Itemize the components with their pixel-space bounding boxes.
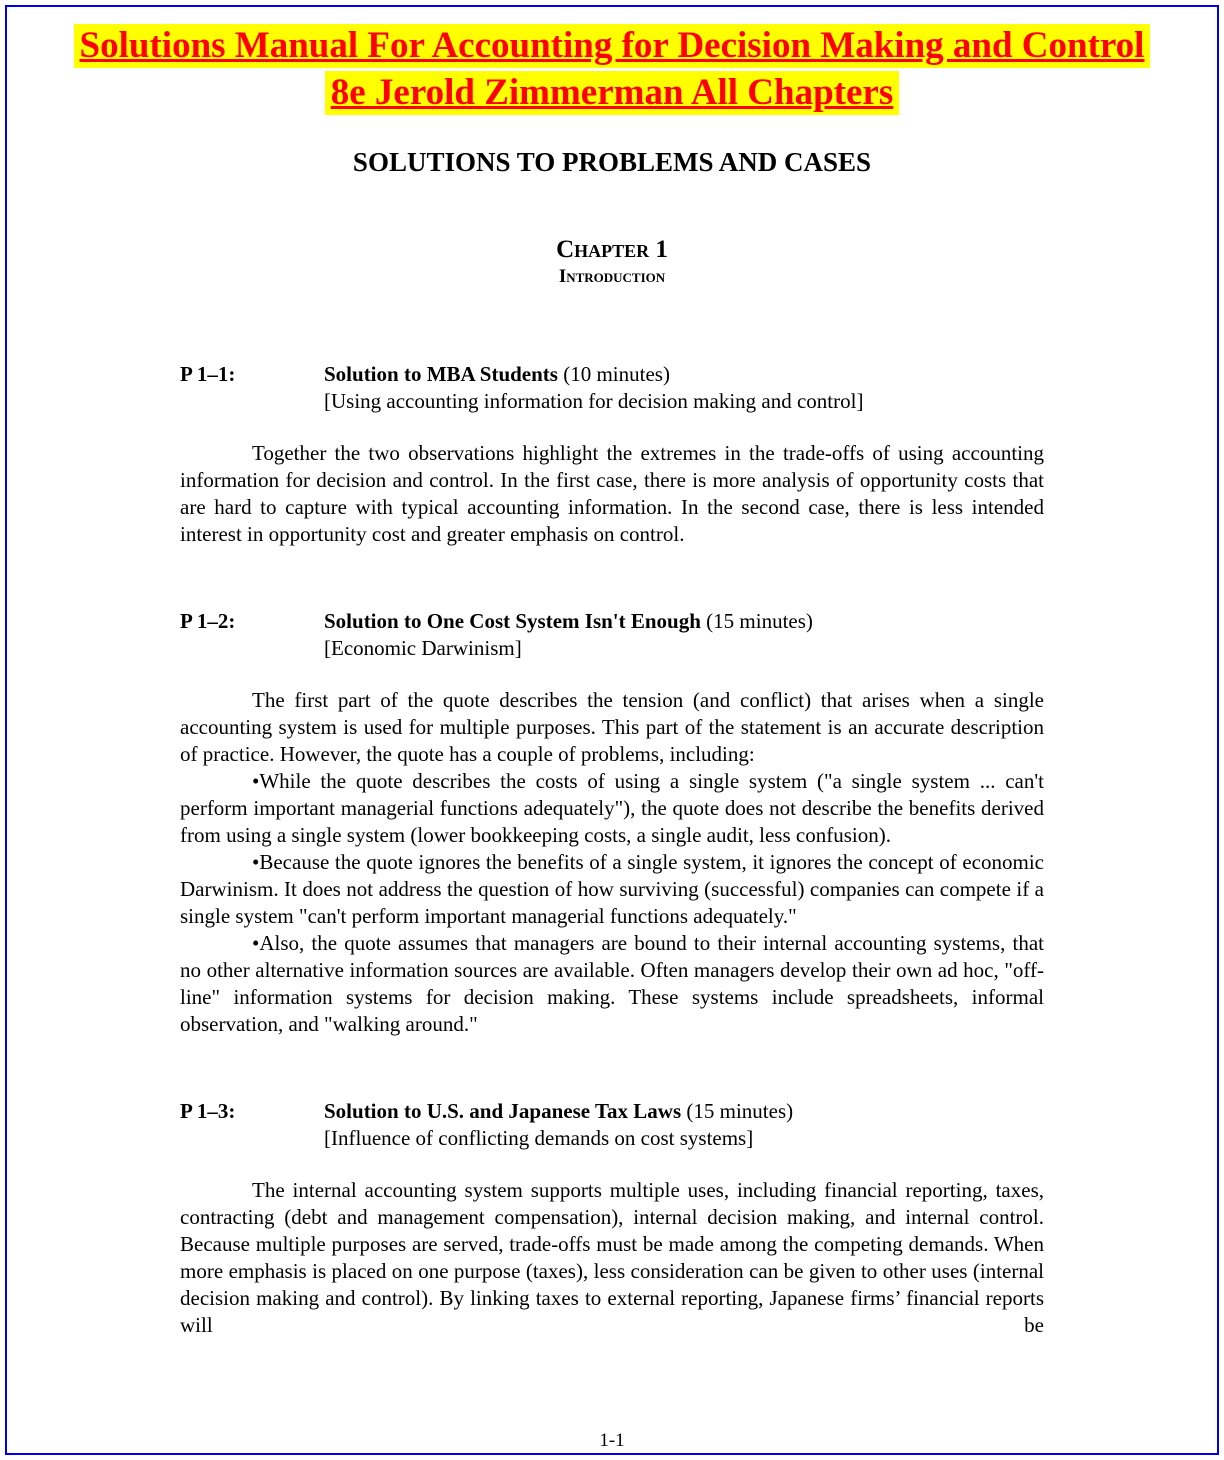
problem-title	[324, 1098, 793, 1125]
paragraph: The internal accounting system supports multiple uses, including financial reporting, taxes, contracting (debt and management compensation), internal decision making, and internal control. Because multiple purposes are served, trade-offs must be made among the competing demands. When more emphasis is placed on one purpose (taxes), less consideration can be given to other uses (internal decision making and control). By linking taxes to external reporting, Japanese firms’ financial reports will be	[180, 1178, 1044, 1337]
problem-topic: [Influence of conflicting demands on cost systems]	[324, 1126, 754, 1150]
chapter-heading-block	[0, 235, 1224, 289]
problem-heading	[180, 1098, 1044, 1125]
problem-topic: [Using accounting information for decision making and control]	[324, 389, 864, 413]
problem-title-text: Solution to U.S. and Japanese Tax Laws	[324, 1099, 682, 1123]
problem-title-duration: (15 minutes)	[700, 609, 813, 633]
problem-topic: [Economic Darwinism]	[324, 636, 522, 660]
title-block	[0, 0, 1224, 116]
problem-title-text: Solution to One Cost System Isn't Enough	[324, 609, 701, 633]
chapter-heading: Chapter 1	[556, 236, 668, 263]
document-title-line-2	[0, 69, 1224, 116]
problem-p1-1	[180, 361, 1044, 548]
bullet-paragraph: •Also, the quote assumes that managers are bound to their internal accounting systems, that no other alternative information sources are available. Often managers develop their own ad hoc, "off-line" information systems for decision making. These systems include spreadsheets, informal observation, and "walking around."	[180, 931, 1044, 1036]
problem-title-text: Solution to MBA Students	[324, 362, 558, 386]
problem-p1-2	[180, 608, 1044, 1038]
chapter-subheading: Introduction	[558, 266, 666, 287]
problem-heading	[180, 361, 1044, 388]
problem-title	[324, 608, 813, 635]
problem-label: P 1–1:	[180, 362, 236, 386]
document-title-line-1	[0, 22, 1224, 69]
title-highlight-line-2: 8e Jerold Zimmerman All Chapters	[325, 71, 899, 115]
problem-heading	[180, 608, 1044, 635]
problem-title-duration: (15 minutes)	[681, 1099, 794, 1123]
document-body	[180, 361, 1044, 1339]
paragraph: Together the two observations highlight the extremes in the trade-offs of using accounting information for decision and control. In the first case, there is more analysis of opportunity costs that are hard to capture with typical accounting information. In the second case, there is less intended interest in opportunity cost and greater emphasis on control.	[180, 441, 1044, 546]
problem-title	[324, 361, 670, 388]
title-highlight-line-1: Solutions Manual For Accounting for Decision Making and Control	[74, 24, 1151, 68]
bullet-paragraph: •While the quote describes the costs of using a single system ("a single system ... can't perform important managerial functions adequately"), the quote does not describe the benefits derived from using a single system (lower bookkeeping costs, a single audit, less confusion).	[180, 769, 1044, 847]
paragraph: The first part of the quote describes the tension (and conflict) that arises when a single accounting system is used for multiple purposes. This part of the statement is an accurate description of practice. However, the quote has a couple of problems, including:	[180, 688, 1044, 766]
problem-label: P 1–2:	[180, 609, 236, 633]
problem-label: P 1–3:	[180, 1099, 236, 1123]
problem-title-duration: (10 minutes)	[557, 362, 670, 386]
problem-p1-3	[180, 1098, 1044, 1339]
bullet-paragraph: •Because the quote ignores the benefits of a single system, it ignores the concept of economic Darwinism. It does not address the question of how surviving (successful) companies can compete if a single system "can't perform important managerial functions adequately."	[180, 850, 1044, 928]
page-number: 1-1	[599, 1430, 625, 1451]
document-subtitle: SOLUTIONS TO PROBLEMS AND CASES	[352, 147, 872, 177]
